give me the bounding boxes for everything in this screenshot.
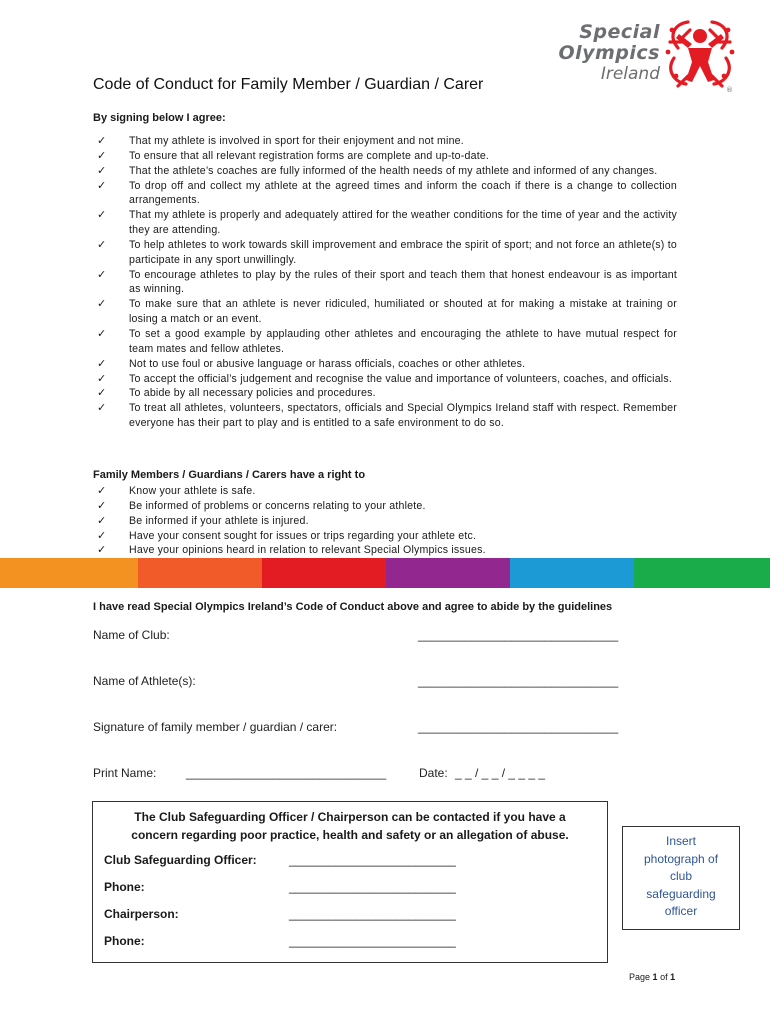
photo-placeholder[interactable] xyxy=(622,826,740,930)
agree-item xyxy=(93,179,677,209)
page-number xyxy=(629,972,675,982)
photo-text-4: safeguarding xyxy=(646,886,716,901)
checkmark-icon: ✓ xyxy=(97,164,107,177)
photo-text-1: Insert xyxy=(665,834,696,848)
rights-heading: Family Members / Guardians / Carers have a right to xyxy=(93,469,366,481)
color-band-segment xyxy=(138,558,262,588)
photo-text-3: club xyxy=(669,869,692,883)
checkmark-icon: ✓ xyxy=(97,372,107,385)
agree-item-text: That my athlete is involved in sport for their enjoyment and not mine. xyxy=(129,135,464,147)
page-total: 1 xyxy=(670,972,676,982)
chairperson-field[interactable]: _________________________ xyxy=(289,907,456,921)
agree-item xyxy=(93,357,677,372)
registered-mark: ® xyxy=(726,86,733,94)
agree-item-text: To make sure that an athlete is never ridiculed, humiliated or shouted at for making a mistake at training or losing a match or an event. xyxy=(129,298,677,326)
checkmark-icon: ✓ xyxy=(97,402,107,415)
officer-field[interactable]: _________________________ xyxy=(289,853,456,867)
officer-phone-field[interactable]: _________________________ xyxy=(289,880,456,894)
rights-item-text: Be informed of problems or concerns relating to your athlete. xyxy=(129,499,426,512)
rights-item-text: Be informed if your athlete is injured. xyxy=(129,514,309,527)
signature-field[interactable]: ______________________________ xyxy=(418,720,619,734)
logo-line-3: Ireland xyxy=(600,64,660,84)
logo-line-2: Olympics xyxy=(558,42,660,64)
checkmark-icon: ✓ xyxy=(97,357,107,370)
checkmark-icon: ✓ xyxy=(97,499,107,512)
checkmark-icon: ✓ xyxy=(97,179,107,192)
rights-item-text: Have your opinions heard in relation to relevant Special Olympics issues. xyxy=(129,544,486,557)
photo-text-5: officer xyxy=(664,904,698,918)
chair-phone-field[interactable]: _________________________ xyxy=(289,934,456,948)
agree-item-text: To set a good example by applauding other athletes and encouraging the athlete to have mutual respect for team mates and fellow athletes. xyxy=(129,327,677,355)
special-olympics-ireland-logo xyxy=(512,18,752,96)
agree-statement: I have read Special Olympics Ireland’s Code of Conduct above and agree to abide by the guidelines xyxy=(93,601,613,613)
rights-item xyxy=(93,529,677,544)
rights-item xyxy=(93,514,677,529)
color-band-segment xyxy=(386,558,510,588)
color-band-segment xyxy=(634,558,770,588)
color-band xyxy=(0,558,770,588)
agree-heading: By signing below I agree: xyxy=(93,112,226,124)
color-band-segment xyxy=(510,558,634,588)
rights-item-text: Have your consent sought for issues or trips regarding your athlete etc. xyxy=(129,529,477,542)
signature-label: Signature of family member / guardian / carer: xyxy=(93,720,338,734)
agree-item xyxy=(93,401,677,431)
agree-list xyxy=(93,134,677,431)
logo-line-1: Special xyxy=(579,21,660,43)
agree-item-text: To accept the official’s judgement and recognise the value and importance of volunteers, coaches, and officials. xyxy=(129,372,672,385)
agree-item-text: To help athletes to work towards skill improvement and embrace the spirit of sport; and not force an athlete(s) to participate in any sport unwillingly. xyxy=(129,238,677,266)
agree-item-text: To encourage athletes to play by the rules of their sport and teach them that honest endeavour is as important as winning. xyxy=(129,268,677,296)
checkmark-icon: ✓ xyxy=(97,387,107,400)
checkmark-icon: ✓ xyxy=(97,529,107,542)
checkmark-icon: ✓ xyxy=(97,209,107,222)
contact-heading xyxy=(93,808,607,844)
agree-item-text: To drop off and collect my athlete at the agreed times and inform the coach if there is a change to collection arrangements. xyxy=(129,179,677,207)
agree-item xyxy=(93,327,677,357)
agree-item xyxy=(93,386,677,401)
agree-item xyxy=(93,149,677,164)
chair-phone-label: Phone: xyxy=(104,934,145,948)
checkmark-icon: ✓ xyxy=(97,485,107,497)
athlete-label: Name of Athlete(s): xyxy=(93,674,196,688)
agree-item xyxy=(93,372,677,387)
logo-wordmark xyxy=(512,22,660,84)
officer-label: Club Safeguarding Officer: xyxy=(104,853,257,867)
checkmark-icon: ✓ xyxy=(97,298,107,311)
agree-item xyxy=(93,164,677,179)
date-label: Date: xyxy=(419,766,448,780)
print-name-label: Print Name: xyxy=(93,766,157,780)
agree-item-text: That my athlete is properly and adequately attired for the weather conditions for the time of year and the activity they are attending. xyxy=(129,209,677,237)
agree-item xyxy=(93,208,677,238)
contact-heading-line-1: The Club Safeguarding Officer / Chairperson can be contacted if you have a xyxy=(134,810,566,824)
rights-item xyxy=(93,543,677,558)
checkmark-icon: ✓ xyxy=(97,135,107,147)
agree-item xyxy=(93,134,677,149)
officer-phone-label: Phone: xyxy=(104,880,145,894)
page-of: of xyxy=(660,972,668,982)
date-field[interactable]: _ _ / _ _ / _ _ _ _ xyxy=(455,766,546,780)
agree-item xyxy=(93,297,677,327)
print-name-field[interactable]: ______________________________ xyxy=(186,766,387,780)
logo-figure-icon xyxy=(664,18,736,94)
color-band-segment xyxy=(262,558,386,588)
contact-box xyxy=(92,801,608,963)
checkmark-icon: ✓ xyxy=(97,238,107,251)
document-title: Code of Conduct for Family Member / Guardian / Carer xyxy=(93,76,484,93)
chairperson-label: Chairperson: xyxy=(104,907,179,921)
club-field[interactable]: ______________________________ xyxy=(418,628,619,642)
agree-item xyxy=(93,268,677,298)
checkmark-icon: ✓ xyxy=(97,149,107,162)
athlete-field[interactable]: ______________________________ xyxy=(418,674,619,688)
rights-item xyxy=(93,484,677,499)
checkmark-icon: ✓ xyxy=(97,268,107,281)
page-prefix: Page xyxy=(629,972,651,982)
rights-item-text: Know your athlete is safe. xyxy=(129,485,256,497)
agree-item-text: Not to use foul or abusive language or harass officials, coaches or other athletes. xyxy=(129,357,526,370)
photo-text-2: photograph of xyxy=(643,851,719,866)
agree-item xyxy=(93,238,677,268)
agree-item-text: To abide by all necessary policies and procedures. xyxy=(129,387,376,400)
checkmark-icon: ✓ xyxy=(97,514,107,527)
checkmark-icon: ✓ xyxy=(97,327,107,340)
rights-item xyxy=(93,499,677,514)
rights-list xyxy=(93,484,677,558)
agree-item-text: To treat all athletes, volunteers, spectators, officials and Special Olympics Ireland staff with respect. Remember everyone has their part to play and is entitled to a safe environment to do so. xyxy=(129,402,677,430)
page-current: 1 xyxy=(652,972,658,982)
contact-heading-line-2: concern regarding poor practice, health and safety or an allegation of abuse. xyxy=(131,828,569,842)
agree-item-text: To ensure that all relevant registration forms are complete and up-to-date. xyxy=(129,149,490,162)
club-label: Name of Club: xyxy=(93,628,170,642)
checkmark-icon: ✓ xyxy=(97,544,107,557)
agree-item-text: That the athlete’s coaches are fully informed of the health needs of my athlete and informed of any changes. xyxy=(129,164,658,177)
color-band-segment xyxy=(0,558,138,588)
